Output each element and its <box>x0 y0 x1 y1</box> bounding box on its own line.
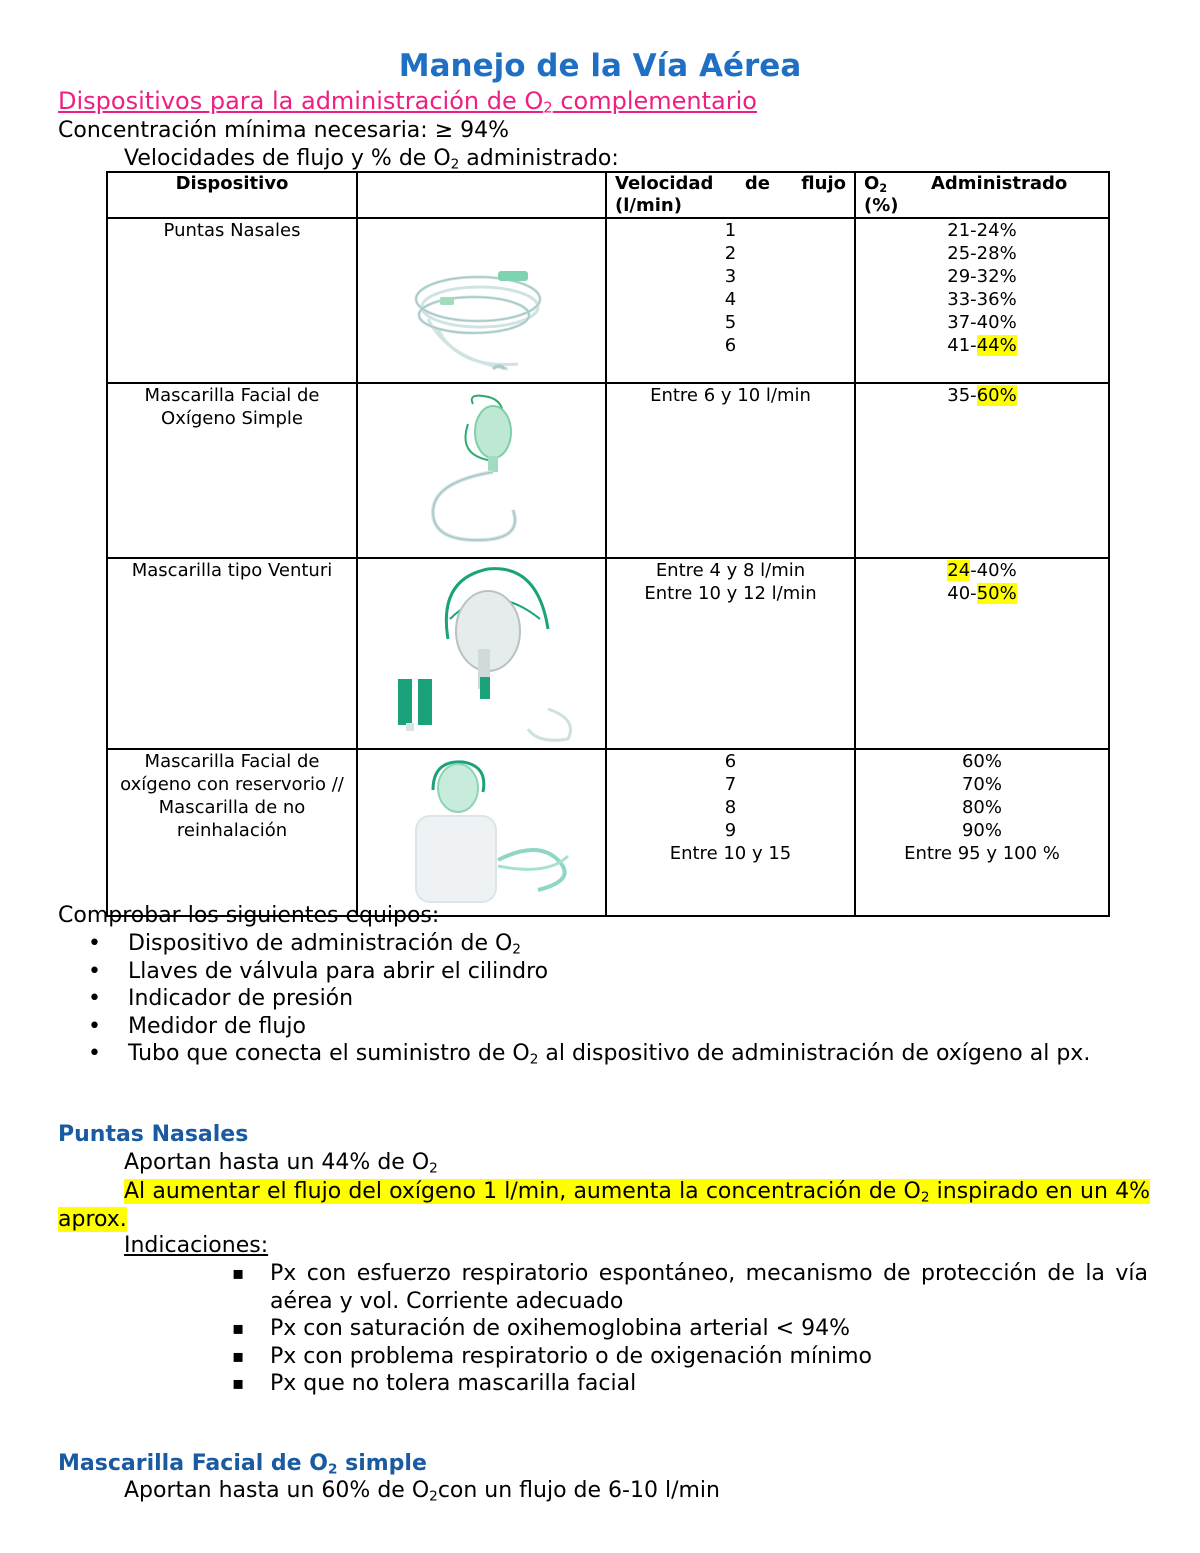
o2-cell <box>855 218 1109 383</box>
device-cell: Mascarilla Facial de oxígeno con reservorio // Mascarilla de no reinhalación <box>107 749 357 916</box>
flow-cell <box>606 218 855 383</box>
header-flow: Velocidad de flujo (l/min) <box>606 172 855 218</box>
o2-value: 35-60% <box>947 385 1017 406</box>
list-item: • Medidor de flujo <box>88 1013 1150 1041</box>
o2-value: 40-50% <box>947 583 1017 604</box>
list-item: ▪ Px con problema respiratorio o de oxigenación mínimo <box>232 1343 1148 1371</box>
o2-value: 37-40% <box>947 312 1017 333</box>
section-subtitle: Dispositivos para la administración de $O_2$ complementario <box>58 87 757 117</box>
list-item: ▪ Px con esfuerzo respiratorio espontáneo, mecanismo de protección de la vía aérea y vol. Corriente adecuado <box>232 1260 1148 1315</box>
list-item: • Tubo que conecta el suministro de $O_2$ al dispositivo de administración de oxígeno al px. <box>88 1040 1150 1068</box>
table-header-row <box>107 172 1109 218</box>
device-image-cell <box>357 218 606 383</box>
o2-value: 70% <box>961 774 1002 795</box>
o2-value: 33-36% <box>947 289 1017 310</box>
simple-mask-line1: Aportan hasta un 60% de $O_2con$ un flujo de 6-10 l/min <box>124 1478 720 1505</box>
o2-value: 60% <box>961 751 1002 772</box>
table-row <box>107 749 1109 916</box>
header-image <box>357 172 606 218</box>
list-item: • Dispositivo de administración de $O_2$ <box>88 930 1150 958</box>
o2-value: Entre 95 y 100 % <box>904 843 1060 864</box>
flow-value: Entre 10 y 12 l/min <box>644 583 817 604</box>
flow-value: 8 <box>724 797 737 818</box>
o2-value: 29-32% <box>947 266 1017 287</box>
device-image-cell <box>357 383 606 558</box>
o2-cell <box>855 749 1109 916</box>
venturi-mask-image <box>358 559 603 743</box>
table-row <box>107 218 1109 383</box>
flow-intro: Velocidades de flujo y % de $O_2$ administrado: <box>124 146 619 173</box>
equipment-list <box>88 930 1150 1068</box>
device-cell: Mascarilla tipo Venturi <box>107 558 357 749</box>
flow-value: 6 <box>724 335 737 356</box>
simple-mask-heading: Mascarilla Facial de $O_2$ simple <box>58 1451 427 1478</box>
flow-value: 1 <box>724 220 737 241</box>
min-concentration: Concentración mínima necesaria: ≥ 94% <box>58 118 510 143</box>
flow-value: Entre 4 y 8 l/min <box>655 560 806 581</box>
flow-value: 4 <box>724 289 737 310</box>
flow-value: 9 <box>724 820 737 841</box>
flow-cell <box>606 558 855 749</box>
list-item: • Llaves de válvula para abrir el cilindro <box>88 958 1150 986</box>
device-image-cell <box>357 749 606 916</box>
simple-mask-image <box>358 384 603 552</box>
flow-value: 3 <box>724 266 737 287</box>
o2-cell <box>855 558 1109 749</box>
table-row <box>107 558 1109 749</box>
o2-value: 21-24% <box>947 220 1017 241</box>
o2-value: 24-40% <box>947 560 1017 581</box>
list-item: ▪ Px que no tolera mascarilla facial <box>232 1370 1148 1398</box>
flow-value: 2 <box>724 243 737 264</box>
nasal-cannula-image <box>358 219 603 377</box>
o2-value: 25-28% <box>947 243 1017 264</box>
flow-cell <box>606 749 855 916</box>
o2-value: 41-44% <box>947 335 1017 356</box>
flow-value: 5 <box>724 312 737 333</box>
nasal-heading: Puntas Nasales <box>58 1122 249 1147</box>
list-item: ▪ Px con saturación de oxihemoglobina arterial < 94% <box>232 1315 1148 1343</box>
oxygen-devices-table <box>106 171 1110 917</box>
device-cell: Mascarilla Facial de Oxígeno Simple <box>107 383 357 558</box>
page-title: Manejo de la Vía Aérea <box>398 48 802 84</box>
check-title: Comprobar los siguientes equipos: <box>58 903 440 928</box>
nasal-line1: Aportan hasta un 44% de $O_2$ <box>124 1150 438 1177</box>
indications-list <box>232 1260 1148 1398</box>
reservoir-mask-image <box>358 750 603 910</box>
o2-cell <box>855 383 1109 558</box>
flow-value: 7 <box>724 774 737 795</box>
list-item: • Indicador de presión <box>88 985 1150 1013</box>
header-device: Dispositivo <box>107 172 357 218</box>
indications-label: Indicaciones: <box>124 1233 269 1258</box>
flow-value: 6 <box>724 751 737 772</box>
device-image-cell <box>357 558 606 749</box>
flow-cell <box>606 383 855 558</box>
flow-value: Entre 6 y 10 l/min <box>650 385 811 406</box>
o2-value: 90% <box>961 820 1002 841</box>
flow-value: Entre 10 y 15 <box>669 843 792 864</box>
nasal-highlight-paragraph: Al aumentar el flujo del oxígeno 1 l/min, aumenta la concentración de $O_2$ inspirado en un 4% aprox. <box>58 1179 1150 1232</box>
table-row <box>107 383 1109 558</box>
header-o2: $O_2$ Administrado (%) <box>855 172 1109 218</box>
device-cell: Puntas Nasales <box>107 218 357 383</box>
o2-value: 80% <box>961 797 1002 818</box>
